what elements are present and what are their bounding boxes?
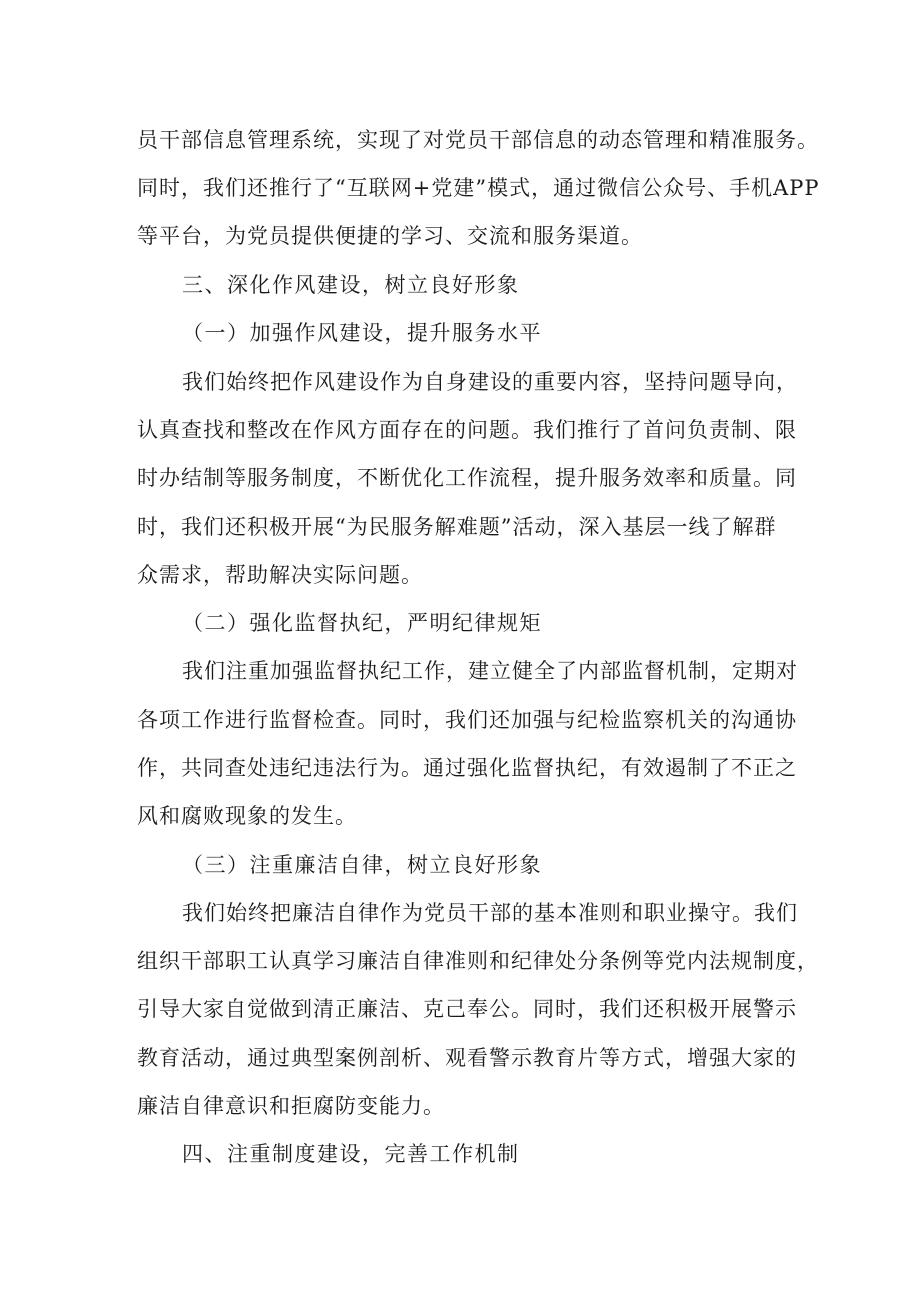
body-text-line: 员干部信息管理系统，实现了对党员干部信息的动态管理和精准服务。: [137, 128, 819, 152]
body-text-line: 风和腐败现象的发生。: [137, 804, 357, 828]
body-text-line: 我们始终把作风建设作为自身建设的重要内容，坚持问题导向，: [182, 370, 798, 394]
body-text-line: 同时，我们还推行了“互联网+党建”模式，通过微信公众号、手机APP: [137, 176, 820, 200]
body-text-line: 廉洁自律意识和拒腐防变能力。: [137, 1094, 445, 1118]
body-text-line: 我们始终把廉洁自律作为党员干部的基本准则和职业操守。我们: [182, 901, 798, 925]
body-text-line: 组织干部职工认真学习廉洁自律准则和纪律处分条例等党内法规制度，: [137, 949, 819, 973]
subsection-heading: （一）加强作风建设，提升服务水平: [182, 321, 542, 345]
section-heading: 三、深化作风建设，树立良好形象: [182, 273, 520, 297]
body-text-line: 引导大家自觉做到清正廉洁、克己奉公。同时，我们还积极开展警示: [137, 997, 797, 1021]
section-heading: 四、注重制度建设，完善工作机制: [182, 1142, 520, 1166]
subsection-heading: （三）注重廉洁自律，树立良好形象: [182, 853, 542, 877]
body-text-line: 时，我们还积极开展“为民服务解难题”活动，深入基层一线了解群: [137, 515, 777, 539]
body-text-line: 各项工作进行监督检查。同时，我们还加强与纪检监察机关的沟通协: [137, 708, 797, 732]
body-text-line: 教育活动，通过典型案例剖析、观看警示教育片等方式，增强大家的: [137, 1046, 797, 1070]
subsection-heading: （二）强化监督执纪，严明纪律规矩: [182, 611, 542, 635]
body-text-line: 我们注重加强监督执纪工作，建立健全了内部监督机制，定期对: [182, 659, 798, 683]
body-text-line: 作，共同查处违纪违法行为。通过强化监督执纪，有效遏制了不正之: [137, 756, 797, 780]
body-text-line: 认真查找和整改在作风方面存在的问题。我们推行了首问负责制、限: [137, 418, 797, 442]
body-text-line: 等平台，为党员提供便捷的学习、交流和服务渠道。: [137, 224, 643, 248]
body-text-line: 时办结制等服务制度，不断优化工作流程，提升服务效率和质量。同: [137, 466, 797, 490]
body-text-line: 众需求，帮助解决实际问题。: [137, 563, 423, 587]
